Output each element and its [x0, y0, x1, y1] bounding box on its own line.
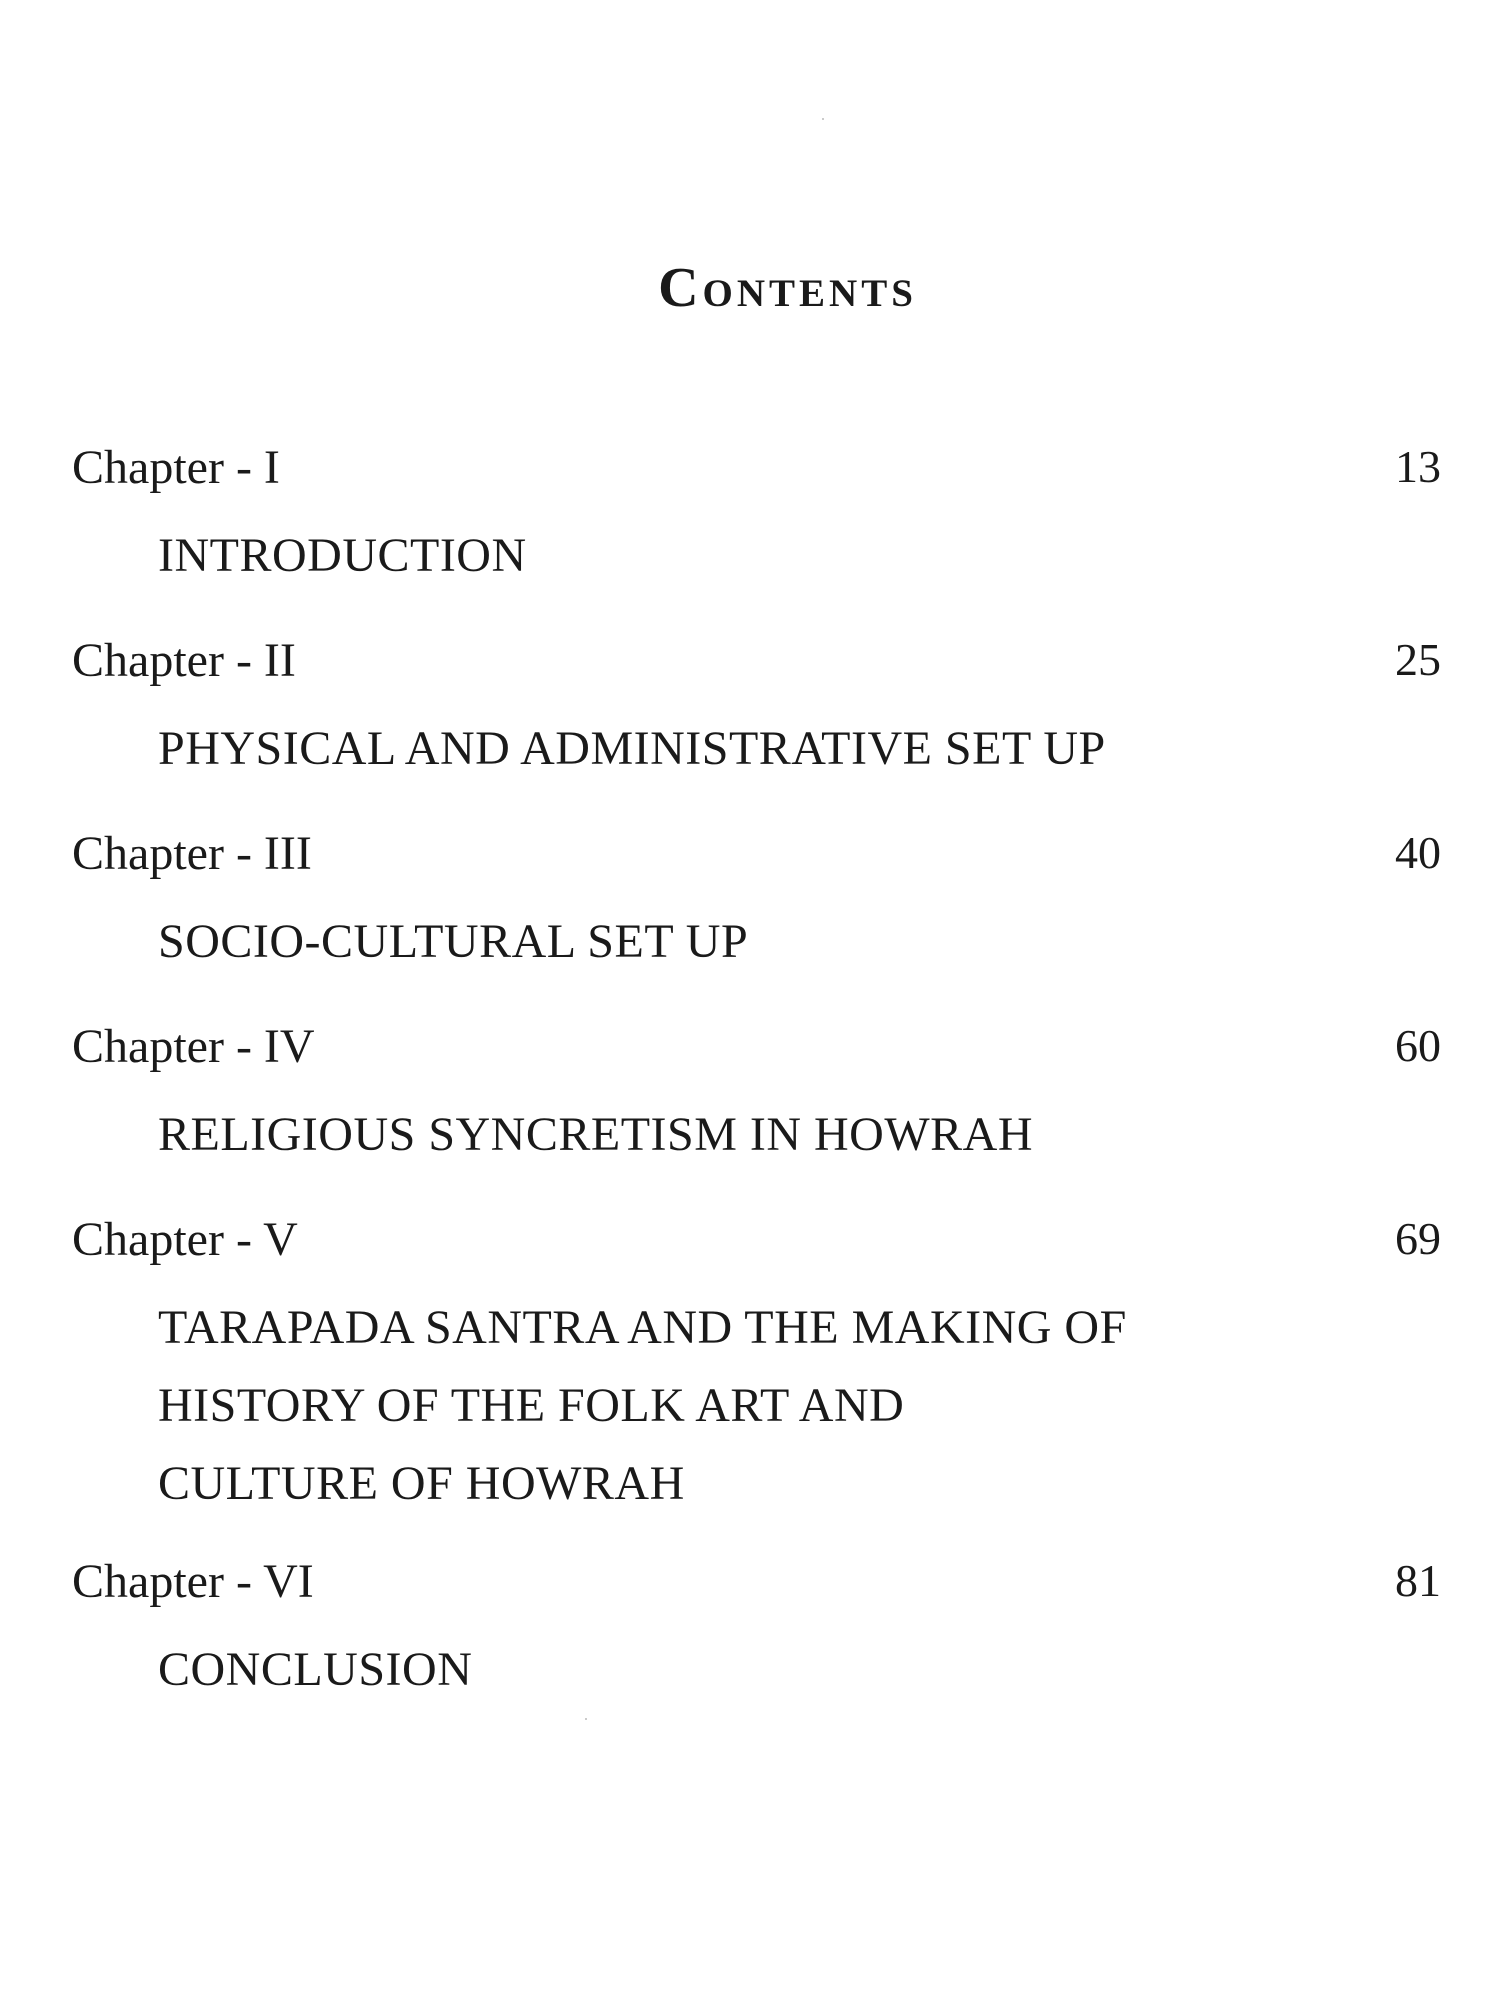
chapter-title-line: TARAPADA SANTRA AND THE MAKING OF — [158, 1301, 1127, 1354]
page-number: 60 — [1395, 1020, 1441, 1071]
chapter-title-line: PHYSICAL AND ADMINISTRATIVE SET UP — [158, 722, 1106, 775]
chapter-label: Chapter - IV — [72, 1020, 315, 1073]
chapter-title-line: INTRODUCTION — [158, 529, 527, 582]
chapter-title-line: HISTORY OF THE FOLK ART AND — [158, 1379, 905, 1432]
chapter-title — [158, 1096, 1033, 1174]
page-number: 81 — [1395, 1555, 1441, 1606]
page-number: 69 — [1395, 1213, 1441, 1264]
page-number: 13 — [1395, 441, 1441, 492]
chapter-label: Chapter - V — [72, 1213, 298, 1266]
chapter-title — [158, 903, 748, 981]
chapter-label: Chapter - I — [72, 441, 280, 494]
page-title: Contents — [658, 256, 917, 319]
chapter-title-line: CULTURE OF HOWRAH — [158, 1457, 685, 1510]
chapter-title — [158, 1289, 1127, 1523]
page-number: 25 — [1395, 634, 1441, 685]
page-number: 40 — [1395, 827, 1441, 878]
chapter-label: Chapter - II — [72, 634, 296, 687]
chapter-title — [158, 710, 1106, 788]
chapter-title — [158, 1631, 472, 1709]
chapter-title-line: CONCLUSION — [158, 1643, 473, 1696]
chapter-label: Chapter - III — [72, 827, 312, 880]
chapter-title — [158, 517, 527, 595]
chapter-title-line: SOCIO-CULTURAL SET UP — [158, 915, 749, 968]
chapter-label: Chapter - VI — [72, 1555, 314, 1608]
chapter-title-line: RELIGIOUS SYNCRETISM IN HOWRAH — [158, 1108, 1033, 1161]
